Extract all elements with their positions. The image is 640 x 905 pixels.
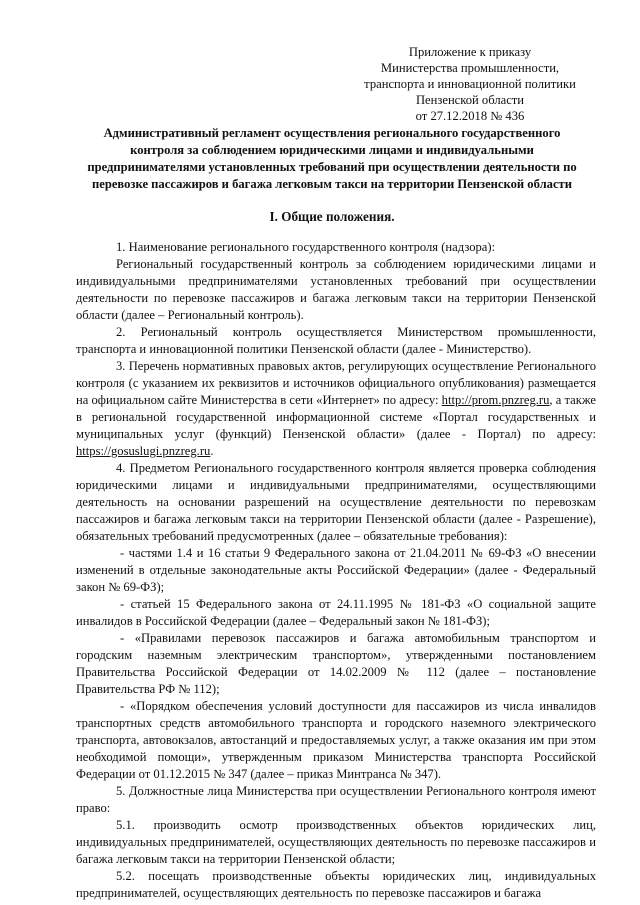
portal-link[interactable]: https://gosuslugi.pnzreg.ru — [76, 444, 211, 458]
title-line: контроля за соблюдением юридическими лицами и индивидуальными — [130, 143, 534, 157]
approval-line: от 27.12.2018 № 436 — [415, 109, 525, 123]
list-item: - «Правилами перевозок пассажиров и багажа автомобильным транспортом и городским наземным электрическим транспортом», утвержденными постановлением Правительства Российской Федерации от 14.02.2009 № 112 (далее – постановление Правительства РФ № 112); — [76, 631, 596, 696]
paragraph: 5.1. производить осмотр производственных объектов юридических лиц, индивидуальных предпринимателей, осуществляющих деятельность по перевозке пассажиров и багажа легковым такси на территории Пензенской области; — [76, 818, 596, 866]
approval-line: Министерства промышленности, — [380, 61, 560, 75]
paragraph: 5. Должностные лица Министерства при осуществлении Регионального контроля имеют право: — [76, 784, 596, 815]
title-line: Административный регламент осуществления регионального государственного — [103, 126, 561, 140]
paragraph-text: , а также в региональной государственной информационной системе «Портал государственных и муниципальных услуг (функций) Пензенской области» (далее - Портал) по адресу: — [76, 393, 596, 441]
document-title — [62, 125, 602, 193]
paragraph-with-links — [76, 358, 596, 460]
paragraph-text: . — [210, 444, 214, 458]
paragraph: Региональный государственный контроль за соблюдением юридическими лицами и индивидуальными предпринимателями установленных требований при осуществлении деятельности по перевозке пассажиров и багажа легковым такси на территории Пензенской области (далее – Региональный контроль). — [76, 257, 596, 322]
approval-stamp — [350, 44, 590, 124]
ministry-site-link[interactable]: http://prom.pnzreg.ru — [441, 393, 550, 407]
title-line: предпринимателями установленных требований при осуществлении деятельности по — [87, 160, 577, 174]
approval-line: Приложение к приказу — [408, 45, 532, 59]
title-line: перевозке пассажиров и багажа легковым такси на территории Пензенской области — [91, 177, 572, 191]
section-heading: I. Общие положения. — [269, 209, 395, 224]
document-body — [76, 239, 596, 902]
approval-line: Пензенской области — [415, 93, 525, 107]
approval-line: транспорта и инновационной политики — [364, 77, 576, 91]
paragraph: 1. Наименование регионального государственного контроля (надзора): — [116, 240, 496, 254]
paragraph: 2. Региональный контроль осуществляется Министерством промышленности, транспорта и инновационной политики Пензенской области (далее - Министерство). — [76, 325, 596, 356]
list-item: - «Порядком обеспечения условий доступности для пассажиров из числа инвалидов транспортных средств автомобильного транспорта и городского наземного электрического транспорта, автовокзалов, автостанций и предоставляемых услуг, а также оказания им при этом необходимой помощи», утвержденным приказом Министерства транспорта Российской Федерации от 01.12.2015 № 347 (далее – приказ Минтранса № 347). — [76, 699, 596, 781]
paragraph: 4. Предметом Регионального государственного контроля является проверка соблюдения юридическими лицами и индивидуальными предпринимателями, осуществляющими деятельность на основании разрешений на осуществление деятельности по перевозкам пассажиров и багажа легковым такси на территории Пензенской области (далее - Разрешение), обязательных требований предусмотренных (далее – обязательные требования): — [76, 461, 596, 543]
paragraph-text: 3. Перечень нормативных правовых актов, регулирующих осуществление Регионального контроля (с указанием их реквизитов и источников официального опубликования) размещается на официальном сайте Министерства в сети «Интернет» по адресу: — [76, 359, 596, 407]
list-item: - статьей 15 Федерального закона от 24.11.1995 № 181-ФЗ «О социальной защите инвалидов в Российской Федерации (далее – Федеральный закон № 181-ФЗ); — [76, 597, 596, 628]
list-item: - частями 1.4 и 16 статьи 9 Федерального закона от 21.04.2011 № 69-ФЗ «О внесении изменений в отдельные законодательные акты Российской Федерации» (далее - Федеральный закон № 69-ФЗ); — [76, 546, 596, 594]
paragraph: 5.2. посещать производственные объекты юридических лиц, индивидуальных предпринимателей, осуществляющих деятельность по перевозке пассажиров и багажа — [76, 869, 596, 900]
